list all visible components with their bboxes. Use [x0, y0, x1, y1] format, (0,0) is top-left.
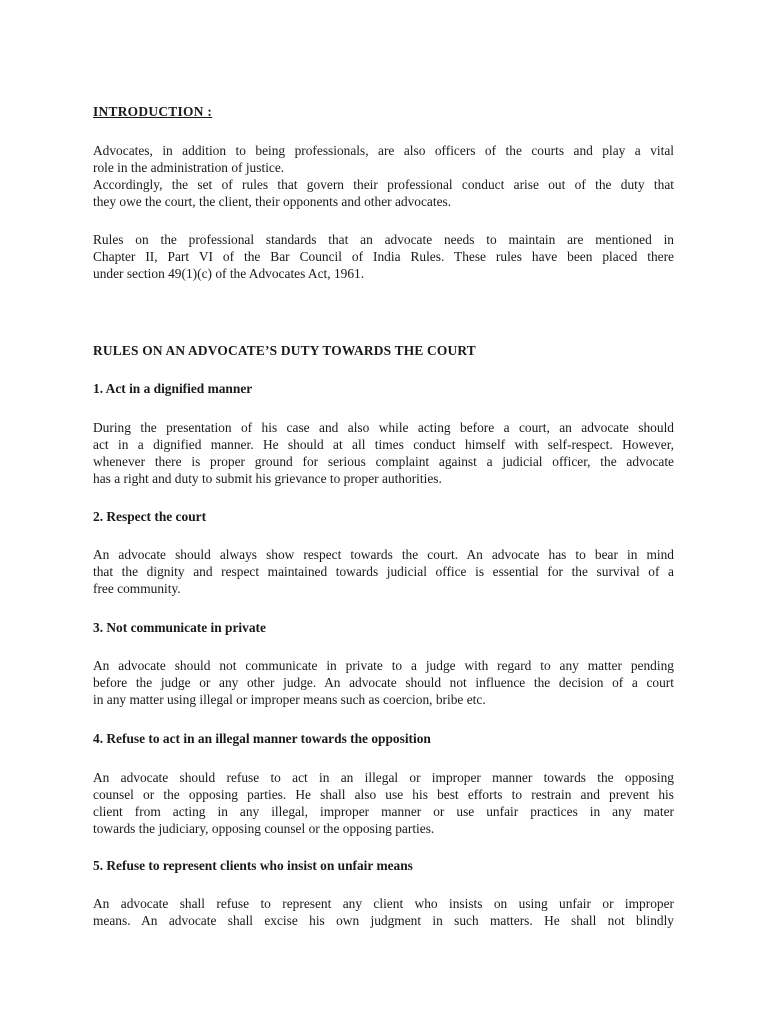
rule-2-paragraph — [93, 546, 674, 597]
rule-2-heading-block — [93, 508, 674, 525]
section-heading-block — [93, 342, 674, 359]
text-line: An advocate should refuse to act in an illegal or improper manner towards the opposing — [93, 770, 674, 785]
text-line: Rules on the professional standards that an advocate needs to maintain are mentioned in — [93, 232, 674, 247]
text-line: An advocate should not communicate in private to a judge with regard to any matter pending — [93, 658, 674, 673]
text-line: in any matter using illegal or improper means such as coercion, bribe etc. — [93, 692, 486, 707]
rule-4-paragraph — [93, 769, 674, 837]
rule-5-heading-block — [93, 857, 674, 874]
text-line: whenever there is proper ground for serious complaint against a judicial officer, the advocate — [93, 454, 674, 469]
text-line: that the dignity and respect maintained towards judicial office is essential for the survival of a — [93, 564, 674, 579]
text-line: they owe the court, the client, their opponents and other advocates. — [93, 194, 452, 209]
text-line: under section 49(1)(c) of the Advocates Act, 1961. — [93, 266, 365, 281]
text-line: free community. — [93, 581, 181, 596]
text-line: Accordingly, the set of rules that govern their professional conduct arise out of the duty that — [93, 177, 674, 192]
text-line: act in a dignified manner. He should at all times conduct himself with self-respect. However, — [93, 437, 674, 452]
text-line: Advocates, in addition to being professionals, are also officers of the courts and play a vital — [93, 143, 674, 158]
text-line: client from acting in any illegal, improper manner or use unfair practices in any mater — [93, 804, 674, 819]
rule-3-paragraph — [93, 657, 674, 708]
intro-heading-block — [93, 103, 674, 120]
rule-heading: 1. Act in a dignified manner — [93, 381, 253, 396]
text-line: means. An advocate shall excise his own judgment in such matters. He shall not blindly — [93, 913, 674, 928]
rule-1-paragraph — [93, 419, 674, 487]
rule-heading: 2. Respect the court — [93, 509, 207, 524]
text-line: An advocate should always show respect towards the court. An advocate has to bear in mind — [93, 547, 674, 562]
text-line: counsel or the opposing parties. He shall also use his best efforts to restrain and prevent his — [93, 787, 674, 802]
section-heading: RULES ON AN ADVOCATE’S DUTY TOWARDS THE COURT — [93, 343, 476, 358]
text-line: During the presentation of his case and also while acting before a court, an advocate should — [93, 420, 674, 435]
text-line: before the judge or any other judge. An advocate should not influence the decision of a court — [93, 675, 674, 690]
rule-4-heading-block — [93, 730, 674, 747]
text-line: Chapter II, Part VI of the Bar Council of India Rules. These rules have been placed there — [93, 249, 674, 264]
text-line: An advocate shall refuse to represent any client who insists on using unfair or improper — [93, 896, 674, 911]
text-line: role in the administration of justice. — [93, 160, 285, 175]
rule-1-heading-block — [93, 380, 674, 397]
intro-paragraph-1 — [93, 142, 674, 210]
rule-3-heading-block — [93, 619, 674, 636]
rule-heading: 5. Refuse to represent clients who insist on unfair means — [93, 858, 413, 873]
intro-paragraph-2 — [93, 231, 674, 282]
rule-heading: 4. Refuse to act in an illegal manner towards the opposition — [93, 731, 431, 746]
intro-heading: INTRODUCTION : — [93, 104, 213, 119]
text-line: has a right and duty to submit his grievance to proper authorities. — [93, 471, 442, 486]
text-line: towards the judiciary, opposing counsel or the opposing parties. — [93, 821, 435, 836]
rule-heading: 3. Not communicate in private — [93, 620, 266, 635]
rule-5-paragraph — [93, 895, 674, 929]
